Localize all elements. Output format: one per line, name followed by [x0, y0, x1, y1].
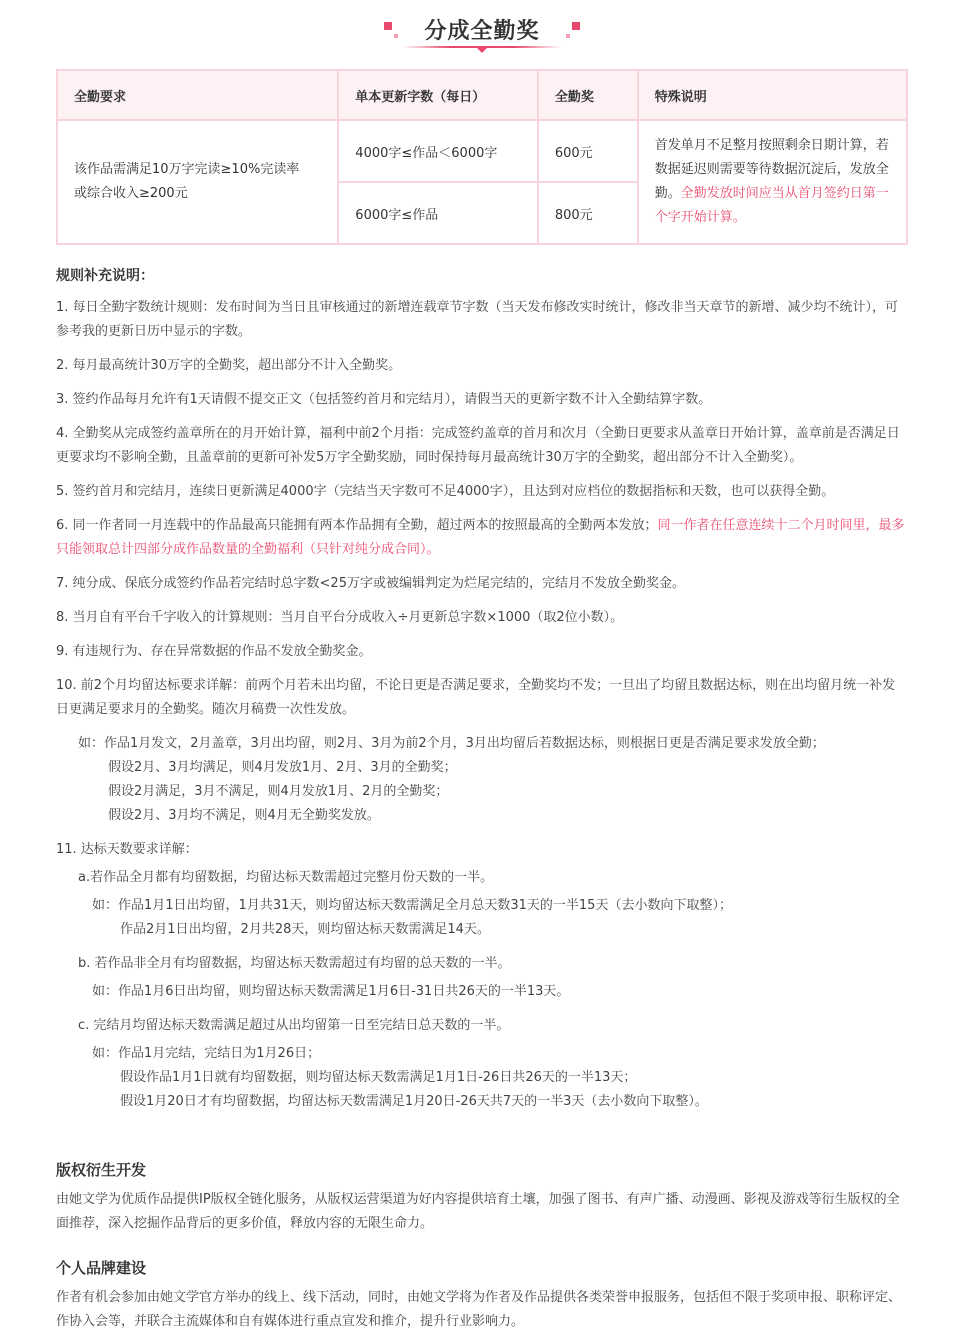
column-header: 特殊说明: [638, 70, 907, 120]
example-line: 假设1月20日才有均留数据，均留达标天数需满足1月20日-26天共7天的一半3天（去小数向下取整）。: [120, 1094, 708, 1109]
rule-text: 6. 同一作者同一月连载中的作品最高只能拥有两本作品拥有全勤，超过两本的按照最高的全勤两本发放；: [56, 518, 658, 533]
requirement-cell: [57, 120, 338, 244]
rule-item: 3. 签约作品每月允许有1天请假不提交正文（包括签约首月和完结月），请假当天的更新字数不计入全勤结算字数。: [56, 392, 712, 407]
rule-item: 7. 纯分成、保底分成签约作品若完结时总字数<25万字或被编辑判定为烂尾完结的，完结月不发放全勤奖金。: [56, 576, 685, 591]
column-header: 单本更新字数（每日）: [338, 70, 538, 120]
rule-highlight: 同一作者在任意连续十二个月时间里，最多只能领取总计四部分成作品数量的全勤福利（只针对纯分成合同）。: [56, 518, 905, 557]
example-line: 如：作品1月6日出均留，则均留达标天数需满足1月6日-31日共26天的一半13天。: [92, 984, 570, 999]
sub-rule: a.若作品全月都有均留数据，均留达标天数需超过完整月份天数的一半。: [78, 870, 494, 885]
example-line: 假设2月、3月均不满足，则4月无全勤奖发放。: [108, 808, 380, 823]
sub-rule: b. 若作品非全月有均留数据，均留达标天数需超过有均留的总天数的一半。: [78, 956, 511, 971]
rule-item: 5. 签约首月和完结月，连续日更新满足4000字（完结当天字数可不足4000字），且达到对应档位的数据指标和天数，也可以获得全勤。: [56, 484, 835, 499]
requirement-line: 或综合收入≥200元: [74, 186, 188, 201]
note-text: 首发单月不足整月按照剩余日期计算，若数据延迟则需要等待数据沉淀后，发放全勤。: [654, 138, 889, 201]
copyright-text: 由她文学为优质作品提供IP版权全链化服务，从版权运营渠道为好内容提供培育土壤，加强了图书、有声广播、动漫画、影视及游戏等衍生版权的全面推荐，深入挖掘作品背后的更多价值，释放内容的无限生命力。: [56, 1192, 900, 1231]
special-note-cell: [638, 120, 907, 244]
table-row: [57, 120, 907, 182]
title-pointer-icon: [476, 47, 488, 53]
copyright-heading: 版权衍生开发: [56, 1161, 147, 1179]
example-line: 作品2月1日出均留，2月共28天，则均留达标天数需满足14天。: [120, 922, 490, 937]
rule-item: 2. 每月最高统计30万字的全勤奖，超出部分不计入全勤奖。: [56, 358, 402, 373]
brand-text: 作者有机会参加由她文学官方举办的线上、线下活动，同时，由她文学将为作者及作品提供各类荣誉申报服务，包括但不限于奖项申报、职称评定、作协入会等，并联合主流媒体和自有媒体进行重点宣发和推介，提升行业影响力。: [56, 1290, 902, 1329]
rule-item: 10. 前2个月均留达标要求详解：前两个月若未出均留，不论日更是否满足要求，全勤奖均不发；一旦出了均留且数据达标，则在出均留月统一补发日更满足要求月的全勤奖。随次月稿费一次性发放。: [56, 678, 896, 717]
brand-section: [56, 1256, 908, 1334]
rule-item: 9. 有违规行为、存在异常数据的作品不发放全勤奖金。: [56, 644, 372, 659]
note-highlight: 全勤发放时间应当从首月签约日第一个字开始计算。: [654, 186, 889, 225]
word-range-cell: 6000字≤作品: [338, 182, 538, 244]
rule-item: 1. 每日全勤字数统计规则：发布时间为当日且审核通过的新增连载章节字数（当天发布修改实时统计，修改非当天章节的新增、减少均不统计），可参考我的更新日历中显示的字数。: [56, 300, 899, 339]
rule-example-block: [78, 732, 908, 828]
example-line: 如：作品1月1日出均留，1月共31天，则均留达标天数需满足全月总天数31天的一半15天（去小数向下取整）；: [92, 898, 732, 913]
section-header: [0, 10, 964, 56]
award-table: [56, 69, 908, 245]
rules-section: [56, 264, 908, 1124]
table-header-row: [57, 70, 907, 120]
rules-heading: 规则补充说明：: [56, 268, 154, 284]
page-title: 分成全勤奖: [424, 19, 540, 44]
example-line: 假设2月满足，3月不满足，则4月发放1月、2月的全勤奖；: [108, 784, 449, 799]
rule-item: [56, 514, 908, 562]
award-cell: 800元: [538, 182, 638, 244]
example-line: 假设作品1月1日就有均留数据，则均留达标天数需满足1月1日-26日共26天的一半13天；: [120, 1070, 637, 1085]
copyright-section: [56, 1158, 908, 1236]
word-range-cell: 4000字≤作品＜6000字: [338, 120, 538, 182]
example-line: 假设2月、3月均满足，则4月发放1月、2月、3月的全勤奖；: [108, 760, 457, 775]
brand-heading: 个人品牌建设: [56, 1259, 147, 1277]
sub-rule-example: [92, 894, 908, 942]
column-header: 全勤奖: [538, 70, 638, 120]
sub-rule-example: [92, 980, 908, 1004]
requirement-line: 该作品需满足10万字完读≥10%完读率: [74, 162, 300, 177]
sub-rule-example: [92, 1042, 908, 1114]
example-line: 如：作品1月发文，2月盖章，3月出均留，则2月、3月为前2个月，3月出均留后若数据达标，则根据日更是否满足要求发放全勤；: [78, 736, 825, 751]
rule-item: 8. 当月自有平台千字收入的计算规则：当月自平台分成收入÷月更新总字数×1000（取2位小数）。: [56, 610, 624, 625]
column-header: 全勤要求: [57, 70, 338, 120]
award-cell: 600元: [538, 120, 638, 182]
sub-rule: c. 完结月均留达标天数需满足超过从出均留第一日至完结日总天数的一半。: [78, 1018, 510, 1033]
rule-item: 11. 达标天数要求详解：: [56, 842, 198, 857]
rule-item: 4. 全勤奖从完成签约盖章所在的月开始计算，福利中前2个月指：完成签约盖章的首月和次月（全勤日更要求从盖章日开始计算，盖章前是否满足日更要求均不影响全勤，且盖章前的更新可补发5万字全勤奖励，同时保持每月最高统计30万字的全勤奖，超出部分不计入全勤奖）。: [56, 426, 900, 465]
example-line: 如：作品1月完结，完结日为1月26日；: [92, 1046, 321, 1061]
